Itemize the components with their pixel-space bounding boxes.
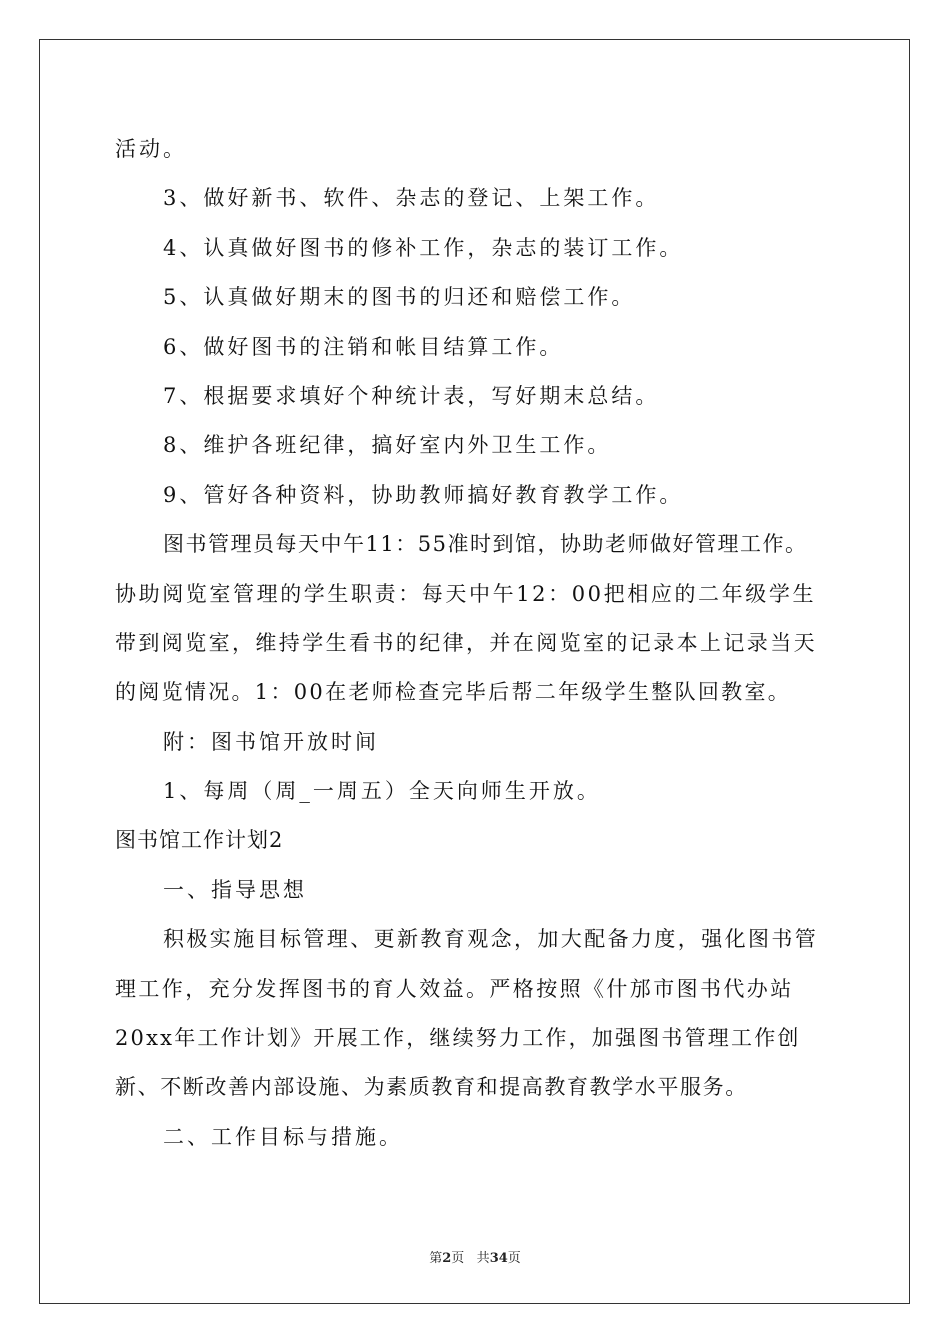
page-suffix: 页 [451, 1251, 465, 1266]
section-heading: 图书馆工作计划2 [115, 828, 284, 853]
text-line: 理工作，充分发挥图书的育人效益。严格按照《什邡市图书代办站 [115, 976, 794, 1001]
text-line: 8、维护各班纪律，搞好室内外卫生工作。 [163, 433, 612, 458]
text-line: 一、指导思想 [163, 877, 307, 902]
page-footer [0, 1247, 950, 1266]
text-line: 5、认真做好期末的图书的归还和赔偿工作。 [163, 285, 636, 310]
text-line: 协助阅览室管理的学生职责：每天中午12：00把相应的二年级学生 [115, 581, 817, 606]
text-line: 6、做好图书的注销和帐目结算工作。 [163, 334, 564, 359]
document-body [115, 125, 837, 1162]
page-prefix: 第 [429, 1251, 443, 1266]
text-line: 新、不断改善内部设施、为素质教育和提高教育教学水平服务。 [115, 1075, 748, 1100]
text-line: 活动。 [115, 137, 187, 161]
text-line: 9、管好各种资料，协助教师搞好教育教学工作。 [163, 482, 684, 507]
total-pages: 34 [489, 1251, 508, 1266]
text-line: 4、认真做好图书的修补工作，杂志的装订工作。 [163, 235, 684, 260]
text-line: 20xx年工作计划》开展工作，继续努力工作，加强图书管理工作创 [115, 1026, 801, 1051]
text-line: 二、工作目标与措施。 [163, 1124, 403, 1149]
text-line: 的阅览情况。1：00在老师检查完毕后帮二年级学生整队回教室。 [115, 680, 792, 705]
text-line: 图书管理员每天中午11：55准时到馆，协助老师做好管理工作。 [163, 532, 808, 557]
text-line: 附：图书馆开放时间 [163, 729, 379, 754]
text-line: 带到阅览室，维持学生看书的纪律，并在阅览室的记录本上记录当天 [115, 630, 817, 655]
text-line: 3、做好新书、软件、杂志的登记、上架工作。 [163, 186, 660, 211]
page-number: 2 [442, 1251, 452, 1266]
text-line: 1、每周（周_一周五）全天向师生开放。 [163, 779, 601, 804]
text-line: 积极实施目标管理、更新教育观念，加大配备力度，强化图书管 [163, 927, 819, 952]
total-suffix: 页 [507, 1251, 521, 1266]
total-prefix: 共 [476, 1251, 490, 1266]
text-line: 7、根据要求填好个种统计表，写好期末总结。 [163, 383, 660, 408]
